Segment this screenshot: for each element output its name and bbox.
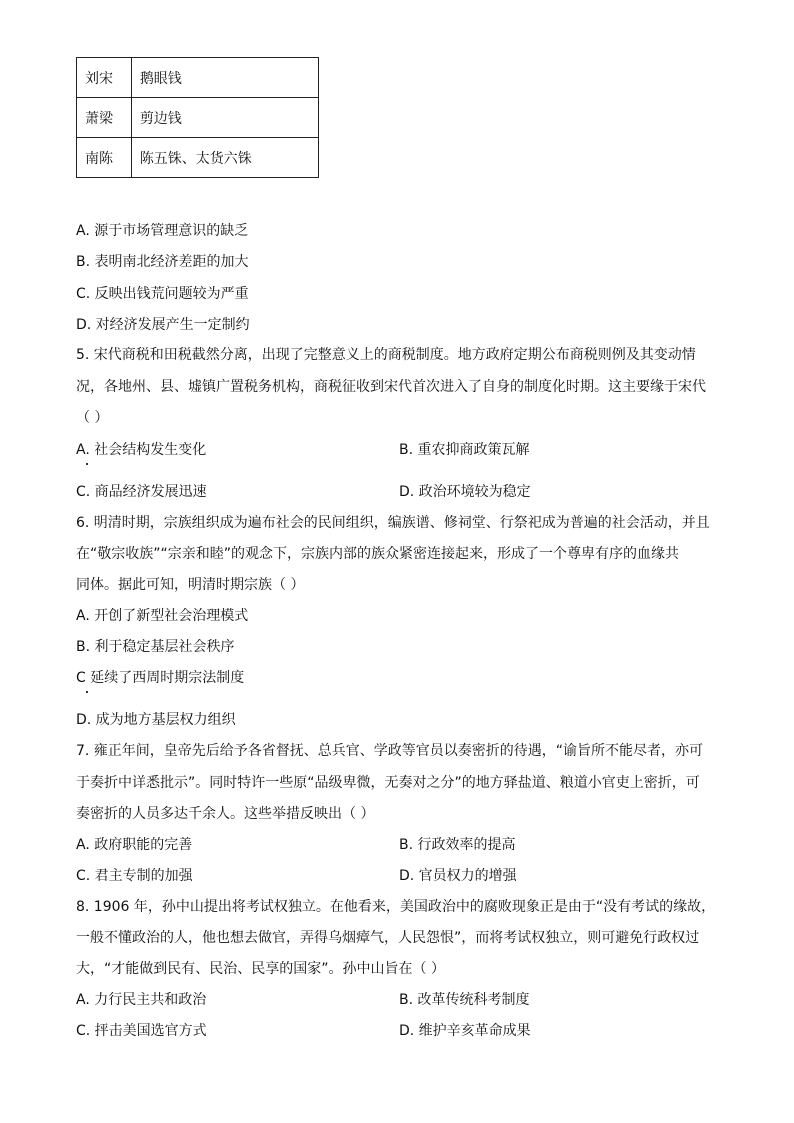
q8-stem-line-2: 一般不懂政治的人，他也想去做官，弄得乌烟瘴气，人民怨恨”，而将考试权独立，则可避免行政权过	[76, 930, 700, 946]
mark-dot	[86, 691, 88, 693]
q5-stem-line-2: 况，各地州、县、墟镇广置税务机构，商税征收到宋代首次进入了自身的制度化时期。这主要缘于宋代	[76, 379, 706, 395]
q7-option-a: A. 政府职能的完善	[76, 837, 193, 853]
q8-option-c: C. 抨击美国选官方式	[76, 1023, 207, 1039]
q4-option-a: A. 源于市场管理意识的缺乏	[76, 223, 249, 239]
q6-stem-line-1: 6. 明清时期，宗族组织成为遍布社会的民间组织，编族谱、修祠堂、行祭祀成为普遍的社会活动，并且	[76, 515, 710, 531]
q8-stem-line-1: 8. 1906 年，孙中山提出将考试权独立。在他看来，美国政治中的腐败现象正是由于“没有考试的缘故，	[76, 899, 716, 915]
q8-option-b: B. 改革传统科考制度	[399, 992, 530, 1008]
coin-cell: 陈五铢、太货六铢	[131, 138, 318, 178]
dynasty-cell: 萧梁	[77, 98, 132, 138]
table-row	[77, 138, 319, 178]
q6-option-d: D. 成为地方基层权力组织	[76, 712, 236, 728]
q5-option-d: D. 政治环境较为稳定	[399, 484, 531, 500]
q8-option-a: A. 力行民主共和政治	[76, 992, 207, 1008]
q6-stem-line-3: 同体。据此可知，明清时期宗族（ ）	[76, 577, 305, 593]
dynasty-cell: 南陈	[77, 138, 132, 178]
q4-option-b: B. 表明南北经济差距的加大	[76, 254, 249, 270]
q5-stem-line-1: 5. 宋代商税和田税截然分离，出现了完整意义上的商税制度。地方政府定期公布商税则例及其变动情	[76, 347, 696, 363]
table-row	[77, 98, 319, 138]
q7-option-d: D. 官员权力的增强	[399, 868, 517, 884]
q6-option-a: A. 开创了新型社会治理模式	[76, 608, 249, 624]
coin-cell: 鹅眼钱	[131, 58, 318, 98]
q7-option-b: B. 行政效率的提高	[399, 837, 516, 853]
mark-dot	[86, 463, 88, 465]
q4-option-d: D. 对经济发展产生一定制约	[76, 317, 250, 333]
q5-stem-line-3: （ ）	[76, 410, 109, 426]
currency-table	[76, 57, 319, 178]
q8-option-d: D. 维护辛亥革命成果	[399, 1023, 531, 1039]
dynasty-cell: 刘宋	[77, 58, 132, 98]
q5-option-a: A. 社会结构发生变化	[76, 442, 207, 458]
table-row	[77, 58, 319, 98]
q5-option-c: C. 商品经济发展迅速	[76, 484, 207, 500]
coin-cell: 剪边钱	[131, 98, 318, 138]
q7-option-c: C. 君主专制的加强	[76, 868, 193, 884]
q5-option-b: B. 重农抑商政策瓦解	[399, 442, 530, 458]
q7-stem-line-3: 奏密折的人员多达千余人。这些举措反映出（ ）	[76, 806, 375, 822]
q7-stem-line-2: 于奏折中详悉批示”。同时特许一些原“品级卑微，无奏对之分”的地方驿盐道、粮道小官吏上密折，可	[76, 775, 700, 791]
q6-option-c: C 延续了西周时期宗法制度	[76, 670, 245, 686]
q7-stem-line-1: 7. 雍正年间，皇帝先后给予各省督抚、总兵官、学政等官员以奏密折的待遇，“谕旨所不能尽者，亦可	[76, 743, 704, 759]
q4-option-c: C. 反映出钱荒问题较为严重	[76, 286, 249, 302]
q6-option-b: B. 利于稳定基层社会秩序	[76, 639, 235, 655]
q6-stem-line-2: 在“敬宗收族”“宗亲和睦”的观念下，宗族内部的族众紧密连接起来，形成了一个尊卑有序的血缘共	[76, 546, 680, 562]
q8-stem-line-3: 大，“才能做到民有、民治、民享的国家”。孙中山旨在（ ）	[76, 961, 445, 977]
